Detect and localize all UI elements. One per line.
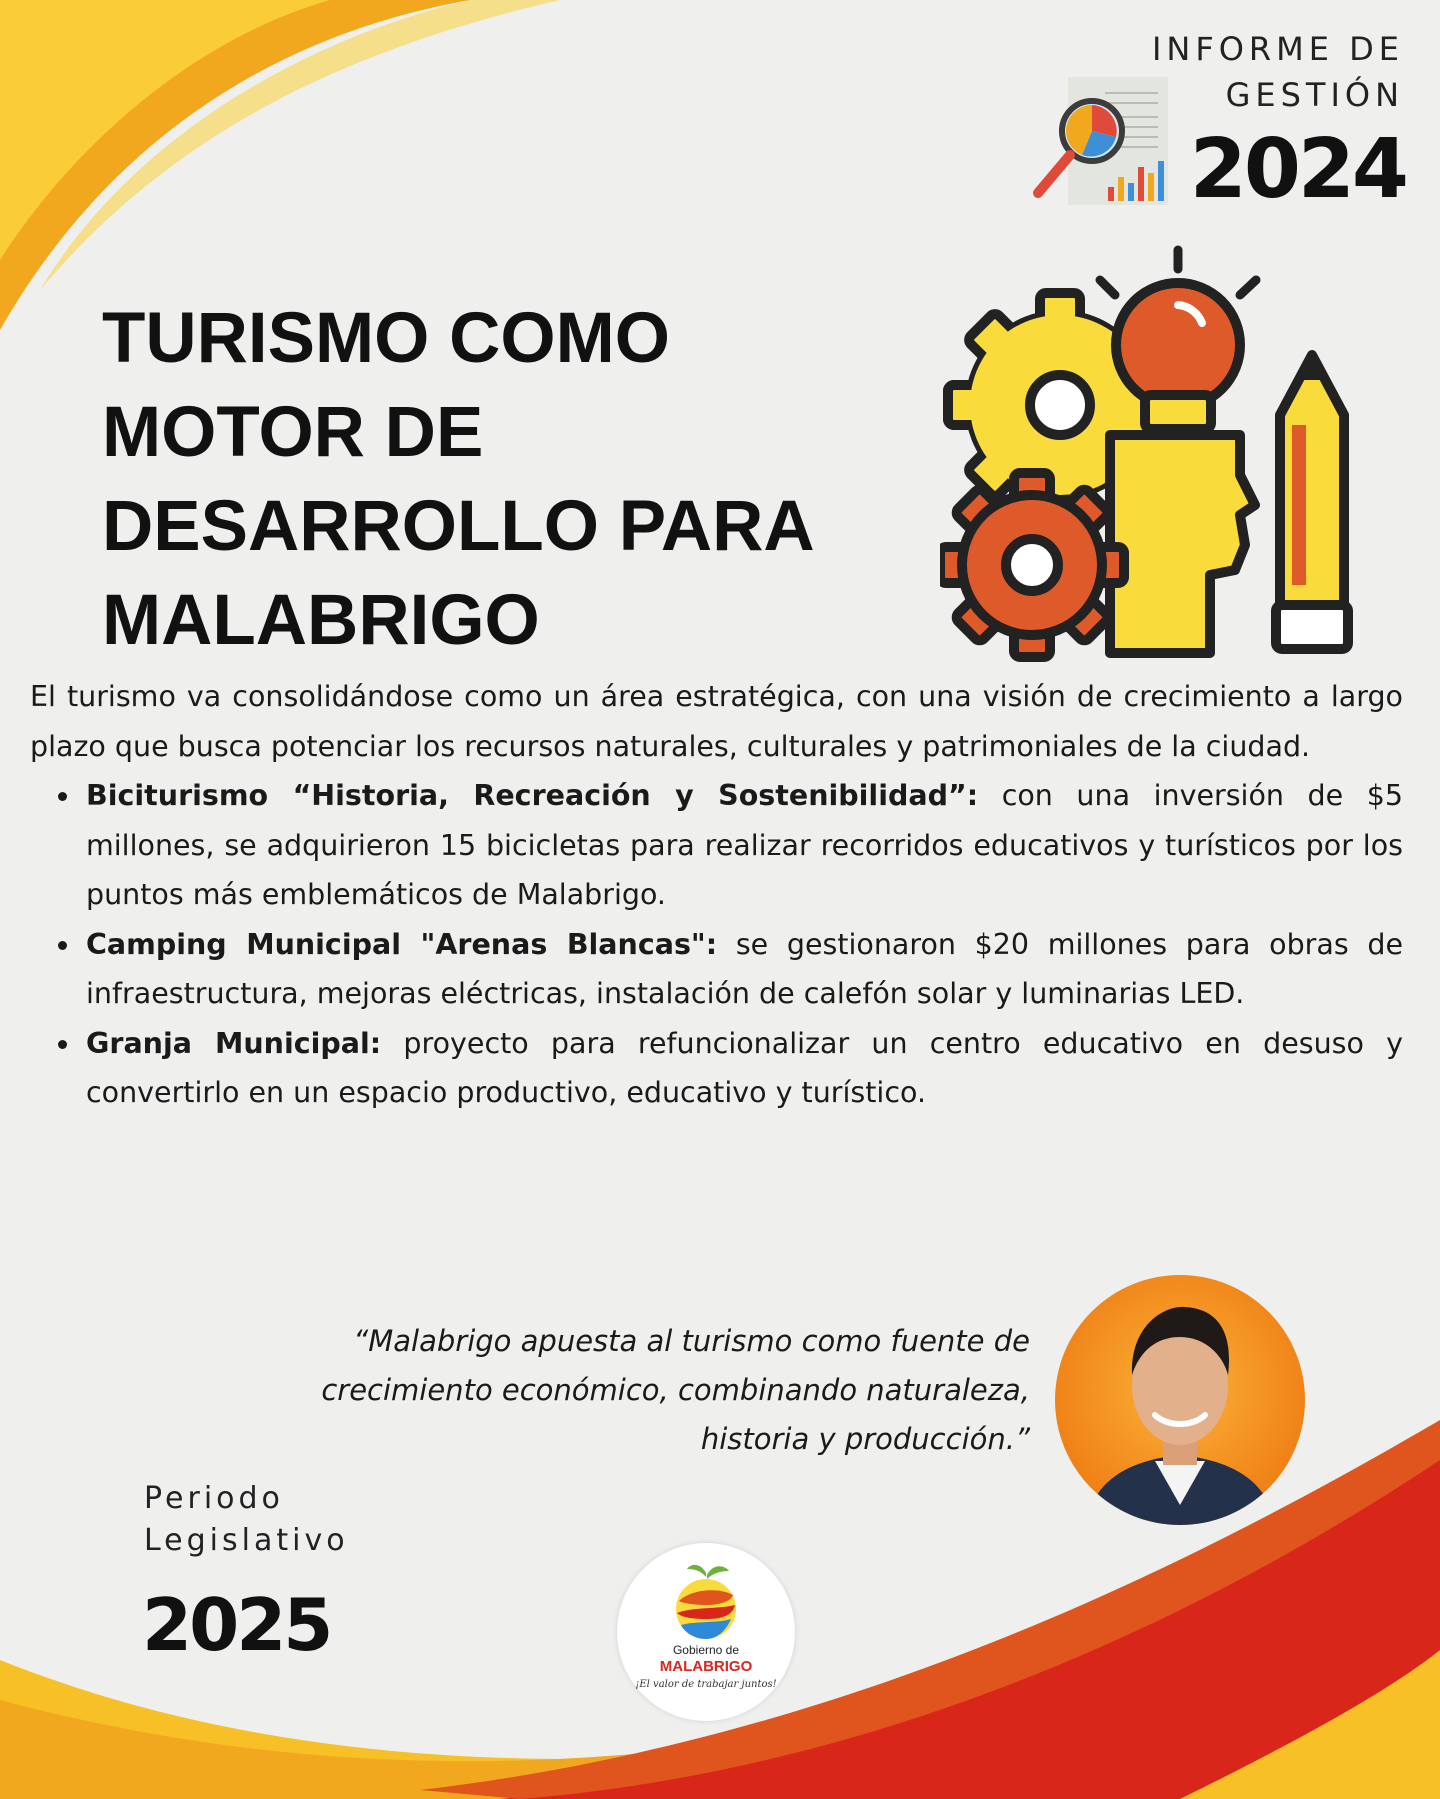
report-magnifier-icon [1030,75,1170,210]
title-line: MALABRIGO [102,581,540,660]
fruit-logo-icon [671,1561,741,1641]
logo-slogan: ¡El valor de trabajar juntos! [635,1679,777,1690]
list-item-heading: Granja Municipal: [86,1026,382,1060]
list-item [30,771,1403,920]
municipality-logo [617,1543,795,1721]
title-line: MOTOR DE [102,393,484,472]
list-item-heading: Biciturismo “Historia, Recreación y Sostenibilidad”: [86,779,979,812]
report-year: 2024 [1189,122,1406,217]
intro-paragraph: El turismo va consolidándose como un área estratégica, con una visión de crecimiento a largo plazo que busca potenciar los recursos naturales, culturales y patrimoniales de la ciudad. [30,680,1403,763]
list-item-heading: Camping Municipal "Arenas Blancas": [86,927,718,961]
quote [130,1317,1030,1464]
period-label-line: Legislativo [144,1523,349,1558]
list-item-text: proyecto para refuncionalizar un centro educativo en desuso y convertirlo en un espacio productivo, educativo y turístico. [86,1026,1403,1109]
quote-line: “Malabrigo apuesta al turismo como fuente de [353,1324,1030,1358]
page-title [102,292,962,668]
body-text [30,672,1403,1118]
list-item-text: con una inversión de $5 millones, se adquirieron 15 bicicletas para realizar recorridos educativos y turísticos por los puntos más emblemáticos de Malabrigo. [86,779,1403,911]
list-item-text: se gestionaron $20 millones para obras de infraestructura, mejoras eléctricas, instalación de calefón solar y luminarias LED. [86,927,1403,1010]
quote-line: crecimiento económico, combinando naturaleza, [321,1373,1030,1407]
list-item [30,920,1403,1019]
period-label-line: Periodo [144,1481,284,1516]
bullet-list [30,771,1403,1118]
report-label: INFORME DE GESTIÓN [1151,30,1404,114]
period-label [144,1478,464,1562]
list-item [30,1019,1403,1118]
logo-name: MALABRIGO [659,1658,753,1675]
logo-org: Gobierno de [672,1643,740,1657]
quote-line: historia y producción.” [700,1422,1030,1456]
title-line: TURISMO COMO [102,299,670,378]
person-portrait-icon [1055,1275,1305,1525]
title-line: DESARROLLO PARA [102,487,815,566]
period-year: 2025 [142,1583,331,1667]
innovation-gears-lightbulb-icon [940,245,1360,665]
